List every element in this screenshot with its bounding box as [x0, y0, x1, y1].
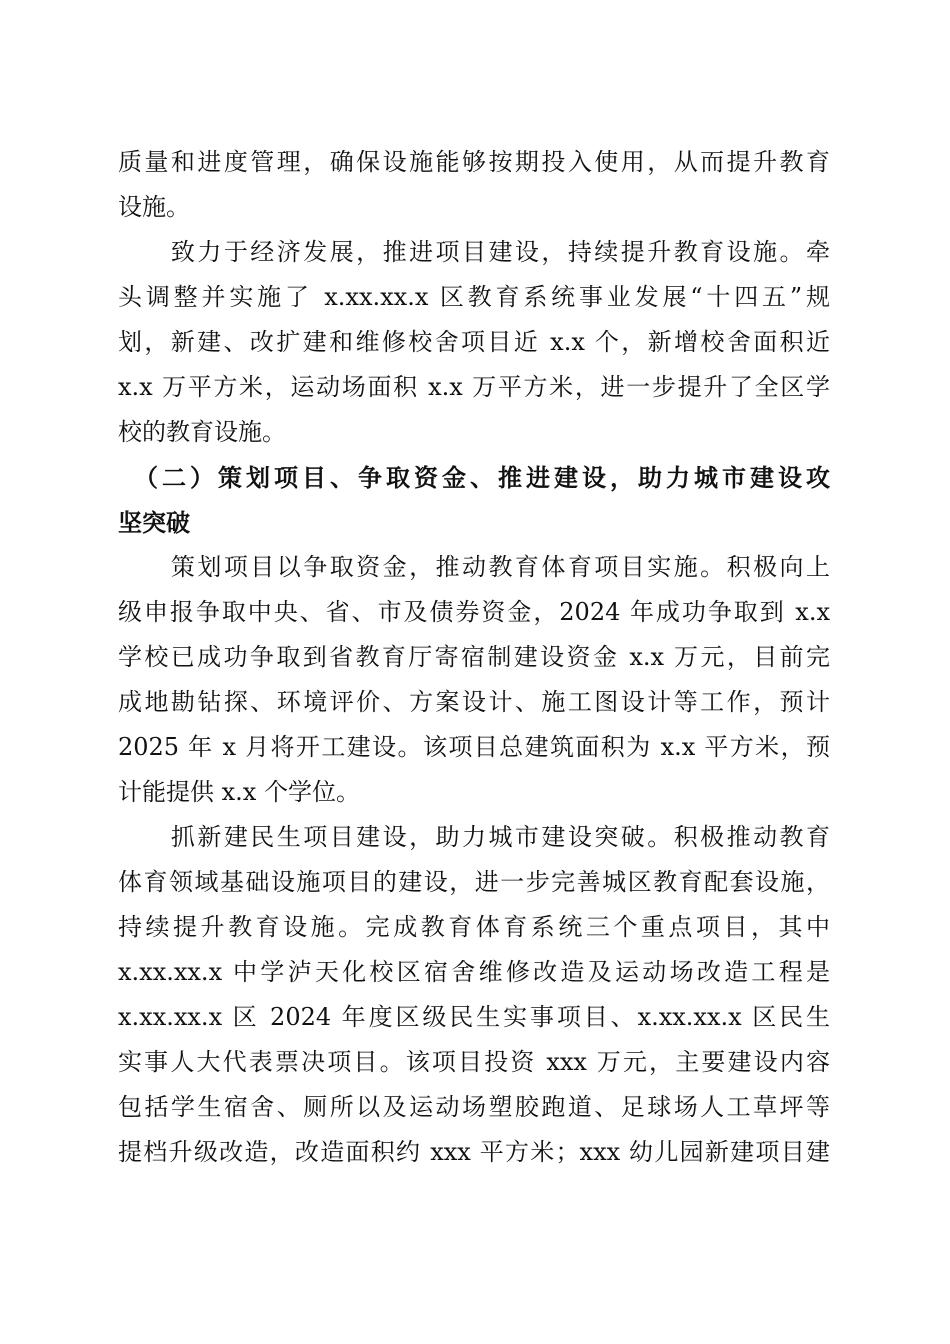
text-line-13: 成地勘钻探、环境评价、方案设计、施工图设计等工作，预计	[118, 688, 830, 716]
text-line-5: 划，新建、改扩建和维修校舍项目近 x.x 个，新增校舍面积近	[118, 328, 830, 356]
text-line-3: 致力于经济发展，推进项目建设，持续提升教育设施。牵	[118, 238, 830, 266]
text-line-7: 校的教育设施。	[118, 418, 286, 446]
section-heading-line-2: 坚突破	[118, 508, 190, 537]
document-body	[118, 140, 830, 1175]
text-line-6: x.x 万平方米，运动场面积 x.x 万平方米，进一步提升了全区学	[118, 373, 830, 401]
text-line-1: 质量和进度管理，确保设施能够按期投入使用，从而提升教育	[118, 148, 830, 176]
text-line-17: 体育领域基础设施项目的建设，进一步完善城区教育配套设施，	[118, 868, 830, 896]
text-line-19: x.xx.xx.x 中学泸天化校区宿舍维修改造及运动场改造工程是	[118, 958, 830, 986]
text-line-23: 提档升级改造，改造面积约 xxx 平方米；xxx 幼儿园新建项目建	[118, 1138, 830, 1166]
text-line-2: 设施。	[118, 193, 190, 221]
text-line-21: 实事人大代表票决项目。该项目投资 xxx 万元，主要建设内容	[118, 1048, 830, 1076]
text-line-16: 抓新建民生项目建设，助力城市建设突破。积极推动教育	[118, 823, 830, 851]
text-line-4: 头调整并实施了 x.xx.xx.x 区教育系统事业发展“十四五”规	[118, 283, 830, 311]
text-line-10: 策划项目以争取资金，推动教育体育项目实施。积极向上	[118, 553, 830, 581]
text-line-22: 包括学生宿舍、厕所以及运动场塑胶跑道、足球场人工草坪等	[118, 1093, 830, 1121]
text-line-20: x.xx.xx.x 区 2024 年度区级民生实事项目、x.xx.xx.x 区民生	[118, 1003, 830, 1031]
section-heading-line-1: （二）策划项目、争取资金、推进建设，助力城市建设攻	[118, 463, 830, 492]
text-line-11: 级申报争取中央、省、市及债券资金，2024 年成功争取到 x.x	[118, 598, 830, 626]
text-line-12: 学校已成功争取到省教育厅寄宿制建设资金 x.x 万元，目前完	[118, 643, 830, 671]
text-line-18: 持续提升教育设施。完成教育体育系统三个重点项目，其中	[118, 913, 830, 941]
text-line-14: 2025 年 x 月将开工建设。该项目总建筑面积为 x.x 平方米，预	[118, 733, 830, 761]
text-line-15: 计能提供 x.x 个学位。	[118, 778, 360, 806]
